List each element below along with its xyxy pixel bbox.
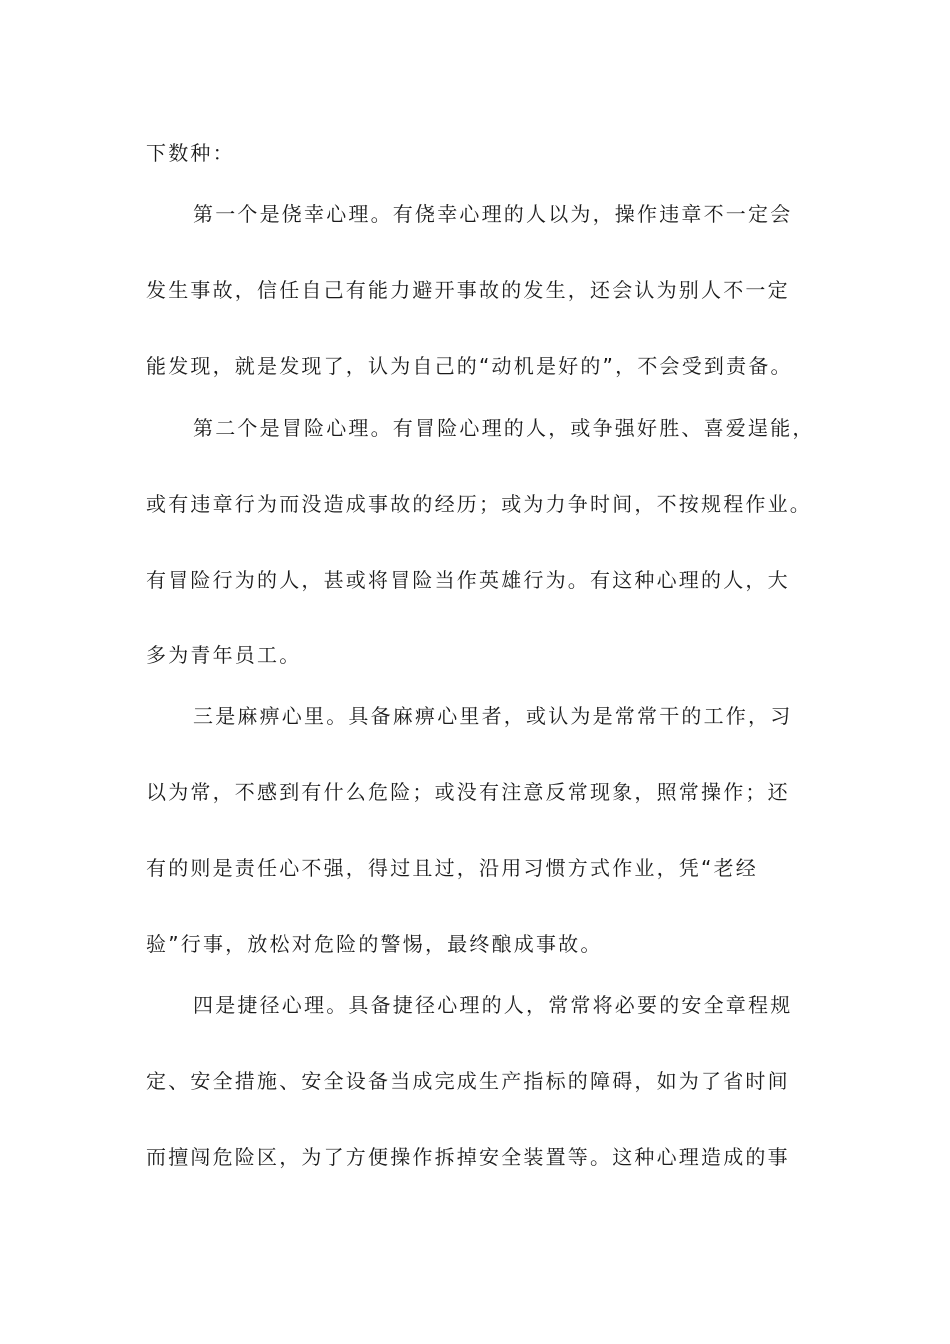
- paragraph-line: 第二个是冒险心理。有冒险心理的人，或争强好胜、喜爱逞能，: [193, 416, 815, 440]
- paragraph-line: 而擅闯危险区，为了方便操作拆掉安全装置等。这种心理造成的事: [146, 1145, 790, 1169]
- text-line: 下数种：: [146, 141, 235, 165]
- paragraph-line: 有冒险行为的人，甚或将冒险当作英雄行为。有这种心理的人，大: [146, 568, 790, 592]
- paragraph-line: 发生事故，信任自己有能力避开事故的发生，还会认为别人不一定: [146, 278, 790, 302]
- paragraph-line: 多为青年员工。: [146, 643, 302, 667]
- paragraph-line: 或有违章行为而没造成事故的经历；或为力争时间，不按规程作业。: [146, 492, 812, 516]
- paragraph-line: 验”行事，放松对危险的警惕，最终酿成事故。: [146, 932, 603, 956]
- paragraph-line: 以为常，不感到有什么危险；或没有注意反常现象，照常操作；还: [146, 780, 790, 804]
- paragraph-line: 四是捷径心理。具备捷径心理的人，常常将必要的安全章程规: [193, 993, 793, 1017]
- paragraph-line: 定、安全措施、安全设备当成完成生产指标的障碍，如为了省时间: [146, 1069, 790, 1093]
- paragraph-line: 第一个是侥幸心理。有侥幸心理的人以为，操作违章不一定会: [193, 202, 793, 226]
- paragraph-line: 三是麻痹心里。具备麻痹心里者，或认为是常常干的工作，习: [193, 704, 793, 728]
- paragraph-line: 能发现，就是发现了，认为自己的“动机是好的”，不会受到责备。: [146, 354, 793, 378]
- paragraph-line: 有的则是责任心不强，得过且过，沿用习惯方式作业，凭“老经: [146, 856, 758, 880]
